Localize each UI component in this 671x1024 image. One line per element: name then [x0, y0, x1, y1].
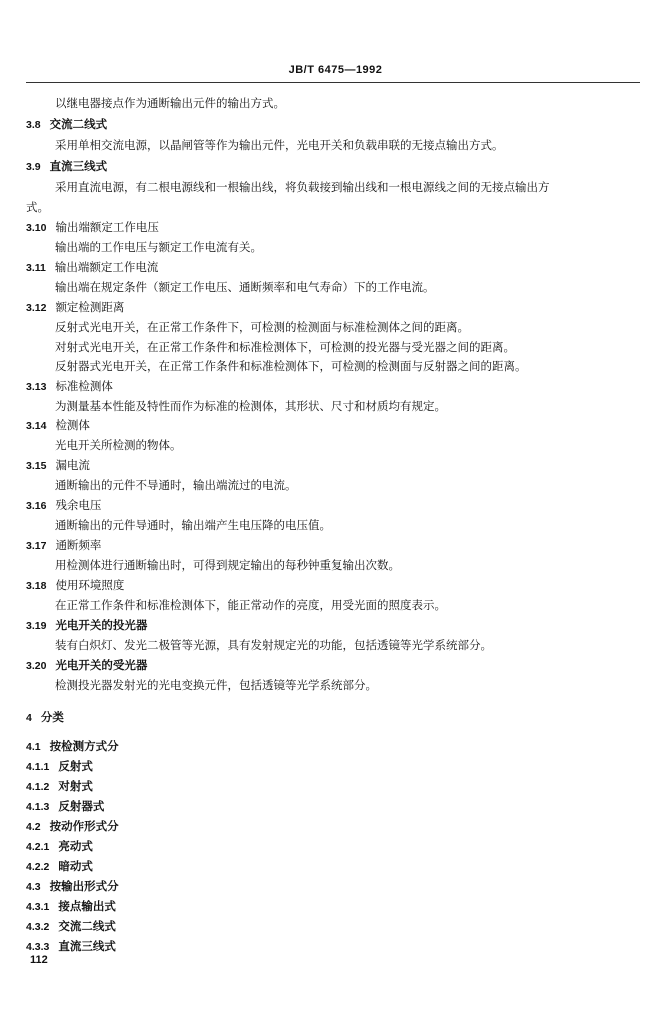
clause-heading-3-19: [26, 618, 147, 633]
paragraph-line: 式。: [26, 200, 49, 214]
clause-heading-4-2-1: [26, 839, 93, 854]
clause-title: 标准检测体: [55, 379, 113, 393]
paragraph-line: 光电开关所检测的物体。: [55, 438, 182, 452]
clause-number: 3.19: [26, 620, 47, 632]
clause-title: 反射器式: [58, 799, 105, 813]
clause-number: 4.2.1: [26, 841, 50, 853]
clause-title: 使用环境照度: [55, 578, 125, 592]
section-heading-4: [26, 710, 64, 725]
clause-number: 3.14: [26, 420, 47, 432]
clause-number: 4: [26, 712, 32, 724]
paragraph-line: 为测量基本性能及特性而作为标准的检测体，其形状、尺寸和材质均有规定。: [55, 399, 446, 413]
paragraph-line: 对射式光电开关，在正常工作条件和标准检测体下，可检测的投光器与受光器之间的距离。: [55, 340, 515, 354]
clause-heading-4-1-2: [26, 779, 93, 794]
clause-title: 输出端额定工作电压: [55, 220, 159, 234]
clause-number: 3.12: [26, 302, 47, 314]
paragraph-line: 检测投光器发射光的光电变换元件，包括透镜等光学系统部分。: [55, 678, 377, 692]
clause-title: 反射式: [58, 759, 93, 773]
clause-heading-4-2-2: [26, 859, 93, 874]
clause-title: 直流三线式: [49, 159, 108, 173]
clause-heading-4-1-1: [26, 759, 93, 774]
paragraph-line: 输出端在规定条件（额定工作电压、通断频率和电气寿命）下的工作电流。: [55, 280, 435, 294]
clause-number: 3.18: [26, 580, 47, 592]
clause-heading-3-16: [26, 498, 101, 513]
clause-number: 3.16: [26, 500, 47, 512]
clause-heading-3-12: [26, 300, 124, 315]
clause-number: 3.11: [26, 262, 46, 274]
clause-title: 光电开关的投光器: [55, 618, 148, 632]
clause-title: 额定检测距离: [55, 300, 125, 314]
clause-number: 4.2.2: [26, 861, 50, 873]
clause-heading-3-9: [26, 159, 107, 174]
clause-title: 按输出形式分: [49, 879, 119, 893]
clause-title: 交流二线式: [58, 919, 116, 933]
clause-heading-4-3: [26, 879, 119, 894]
clause-number: 3.13: [26, 381, 47, 393]
paragraph-line: 用检测体进行通断输出时，可得到规定输出的每秒钟重复输出次数。: [55, 558, 400, 572]
paragraph-line: 输出端的工作电压与额定工作电流有关。: [55, 240, 262, 254]
clause-title: 通断频率: [55, 538, 102, 552]
paragraph-line: 通断输出的元件导通时，输出端产生电压降的电压值。: [55, 518, 331, 532]
page-number: 112: [30, 954, 48, 966]
paragraph-line: 以继电器接点作为通断输出元件的输出方式。: [55, 96, 285, 110]
clause-title: 交流二线式: [49, 117, 108, 131]
clause-title: 按检测方式分: [49, 739, 119, 753]
clause-title: 接点输出式: [58, 899, 116, 913]
clause-title: 光电开关的受光器: [55, 658, 148, 672]
clause-heading-4-2: [26, 819, 119, 834]
clause-heading-3-17: [26, 538, 101, 553]
header-rule: [26, 82, 640, 83]
clause-title: 输出端额定工作电流: [54, 260, 159, 274]
clause-number: 3.9: [26, 161, 41, 173]
clause-number: 4.1.1: [26, 761, 50, 773]
clause-heading-4-3-2: [26, 919, 116, 934]
clause-title: 按动作形式分: [49, 819, 119, 833]
clause-number: 4.2: [26, 821, 41, 833]
clause-number: 3.8: [26, 119, 41, 131]
clause-title: 对射式: [58, 779, 93, 793]
clause-number: 4.3.2: [26, 921, 50, 933]
clause-heading-3-10: [26, 220, 159, 235]
clause-heading-4-1-3: [26, 799, 104, 814]
clause-title: 暗动式: [58, 859, 93, 873]
paragraph-line: 采用单相交流电源，以晶闸管等作为输出元件，光电开关和负载串联的无接点输出方式。: [55, 138, 504, 152]
clause-number: 4.3.1: [26, 901, 50, 913]
clause-heading-3-18: [26, 578, 124, 593]
clause-number: 4.3.3: [26, 941, 50, 953]
clause-number: 3.17: [26, 540, 47, 552]
paragraph-line: 反射式光电开关，在正常工作条件下，可检测的检测面与标准检测体之间的距离。: [55, 320, 469, 334]
clause-title: 检测体: [55, 418, 90, 432]
paragraph-line: 通断输出的元件不导通时，输出端流过的电流。: [55, 478, 297, 492]
clause-heading-3-20: [26, 658, 147, 673]
paragraph-line: 采用直流电源，有二根电源线和一根输出线，将负载接到输出线和一根电源线之间的无接点输出方: [55, 180, 550, 194]
clause-heading-3-11: [26, 260, 158, 275]
clause-heading-3-15: [26, 458, 90, 473]
clause-heading-3-14: [26, 418, 90, 433]
clause-heading-4-3-3: [26, 939, 116, 954]
clause-number: 3.15: [26, 460, 47, 472]
paragraph-line: 装有白炽灯、发光二极管等光源，具有发射规定光的功能，包括透镜等光学系统部分。: [55, 638, 492, 652]
clause-number: 3.10: [26, 222, 47, 234]
clause-number: 4.1.2: [26, 781, 50, 793]
paragraph-line: 反射器式光电开关，在正常工作条件和标准检测体下，可检测的检测面与反射器之间的距离。: [55, 359, 527, 373]
clause-number: 3.20: [26, 660, 47, 672]
clause-title: 漏电流: [55, 458, 90, 472]
clause-title: 直流三线式: [58, 939, 116, 953]
clause-heading-3-8: [26, 117, 107, 132]
clause-title: 残余电压: [55, 498, 102, 512]
paragraph-line: 在正常工作条件和标准检测体下，能正常动作的亮度，用受光面的照度表示。: [55, 598, 446, 612]
clause-title: 亮动式: [58, 839, 93, 853]
clause-number: 4.1.3: [26, 801, 50, 813]
clause-heading-4-3-1: [26, 899, 116, 914]
clause-number: 4.3: [26, 881, 41, 893]
clause-title: 分类: [40, 710, 64, 724]
document-header: JB/T 6475—1992: [288, 64, 383, 76]
clause-number: 4.1: [26, 741, 41, 753]
clause-heading-4-1: [26, 739, 119, 754]
clause-heading-3-13: [26, 379, 113, 394]
